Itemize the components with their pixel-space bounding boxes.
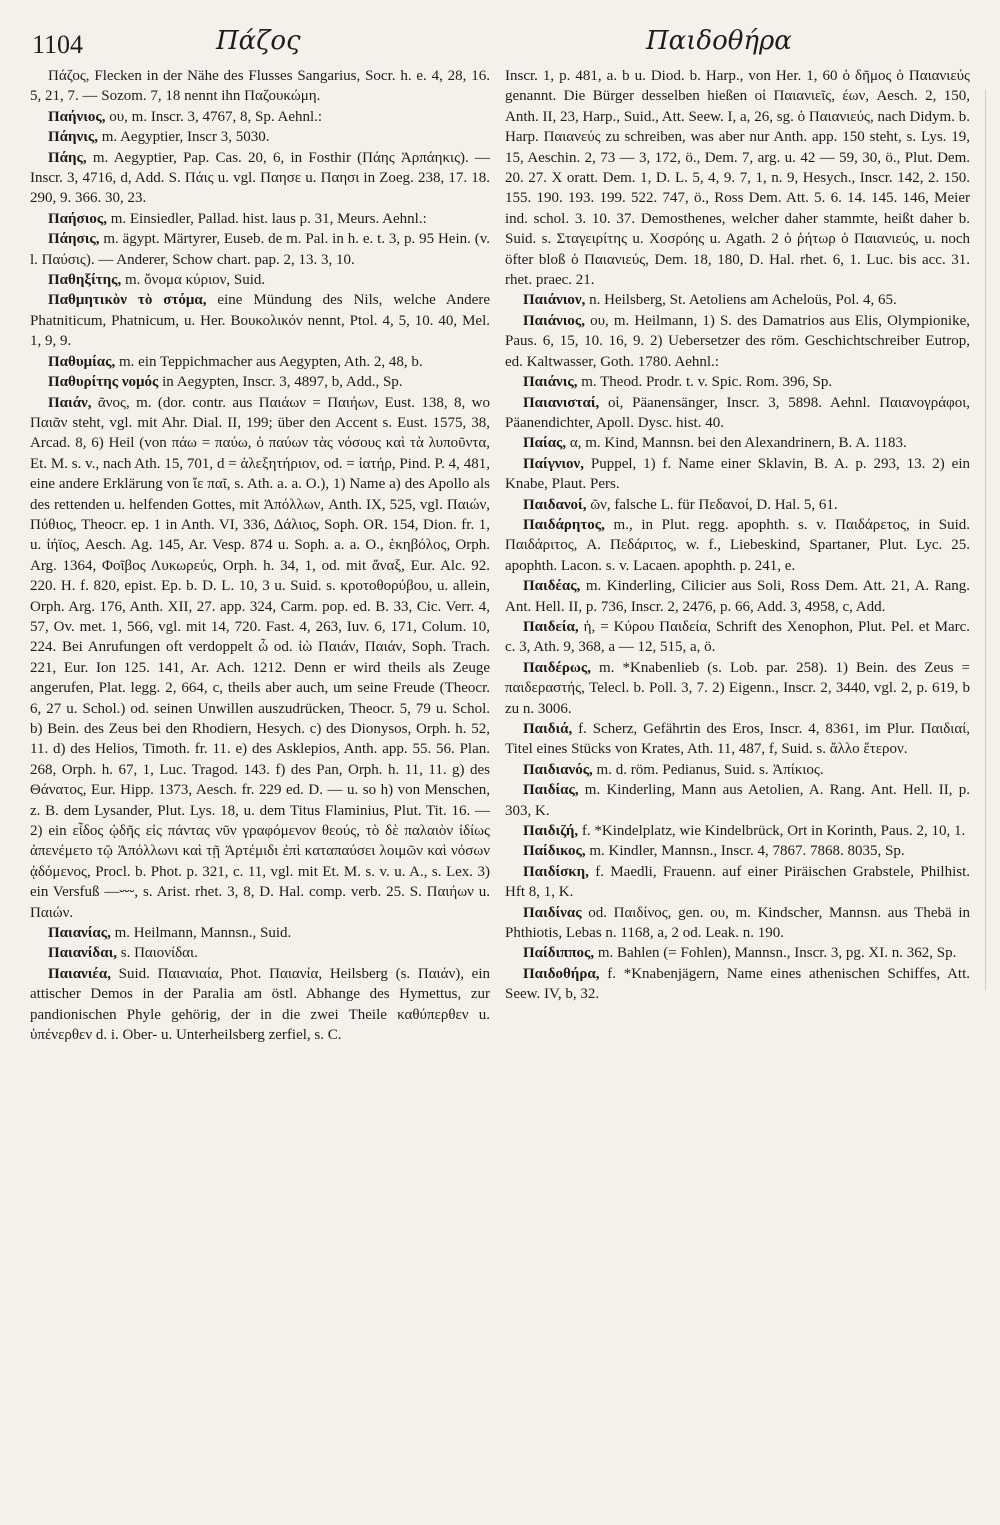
dictionary-entry xyxy=(505,576,970,617)
entry-lemma: Παιδιά, xyxy=(523,721,573,737)
dictionary-entry xyxy=(505,433,970,453)
entry-lemma: Παιδάρητος, xyxy=(523,516,605,533)
entry-text: m., in Plut. regg. apophth. s. v. Παιδάρετος, in Suid. Παιδάριτος, A. Πεδάριτος, w. f., Liebeskind, Spartaner, Plut. Lyc. 25. apophth. Lacon. s. v. Lacaen. apophth. p. 241, e. xyxy=(505,516,970,574)
entry-lemma: Παιανίας, xyxy=(48,925,111,942)
dictionary-entry xyxy=(30,923,490,943)
dictionary-entry xyxy=(505,454,970,495)
entry-lemma: Παιδανοί, xyxy=(523,496,587,513)
entry-lemma: Πάησις, xyxy=(48,231,100,248)
dictionary-entry xyxy=(30,229,490,270)
entry-text: Suid. Παιανιαία, Phot. Παιανία, Heilsberg (s. Παιάν), ein attischer Demos in der Paralia am östl. Abhange des Hymettus, zur pandionischen Phyle gehörig, der in die zwei Theile καθύπερθεν u. ὑπένερθεν d. i. Ober- u. Unterheilsberg zerfiel, s. C. xyxy=(30,965,490,1044)
left-column xyxy=(30,66,490,1506)
dictionary-entry xyxy=(505,841,970,861)
dictionary-entry xyxy=(505,495,970,515)
entry-lemma: Παιδέρως, xyxy=(523,659,591,676)
dictionary-entry xyxy=(505,290,970,310)
entry-lemma: Παιδοθήρα, xyxy=(523,965,600,982)
entry-text: α, m. Kind, Mannsn. bei den Alexandrinern, B. A. 1183. xyxy=(566,435,907,452)
entry-text: f. *Knabenjägern, Name eines athenischen Schiffes, Att. Seew. IV, b, 32. xyxy=(505,965,970,1003)
entry-text: m. ὄνομα κύριον, Suid. xyxy=(121,272,266,289)
dictionary-entry xyxy=(505,719,970,760)
page-header xyxy=(0,26,1000,70)
dictionary-entry xyxy=(30,964,490,1046)
running-headword-right: Παιδοθήρα xyxy=(646,26,792,56)
entry-lemma: Παιανιέα, xyxy=(48,965,111,982)
dictionary-entry xyxy=(30,209,490,229)
dictionary-entry xyxy=(30,290,490,351)
entry-lemma: Παιάνιον, xyxy=(523,292,586,309)
entry-text: m. ein Teppichmacher aus Aegypten, Ath. 2, 48, b. xyxy=(115,353,423,370)
entry-lemma: Παίδικος, xyxy=(523,843,586,860)
entry-text: od. Παιδίνος, gen. ου, m. Kindscher, Mannsn. aus Thebä in Phthiotis, Lebas n. 1168, a, 2 od. Leak. n. 190. xyxy=(505,904,970,942)
entry-lemma: Παήνιος, xyxy=(48,108,106,125)
dictionary-entry xyxy=(505,780,970,821)
dictionary-entry xyxy=(505,862,970,903)
entry-lemma: Παιάνιος, xyxy=(523,312,585,329)
entry-lemma: Παιανισταί, xyxy=(523,394,600,411)
entry-text: m. *Knabenlieb (s. Lob. par. 258). 1) Bein. des Zeus = παιδεραστής, Telecl. b. Poll. 3, 7. 2) Eigenn., Inscr. 2, 3440, vgl. 2, p. 619, b zu n. 3006. xyxy=(505,659,970,717)
dictionary-entry xyxy=(505,515,970,576)
entry-text: ἡ, = Κύρου Παιδεία, Schrift des Xenophon, Plut. Pel. et Marc. c. 3, Ath. 9, 368, a — 12, 515, a, ö. xyxy=(505,618,970,656)
entry-text: in Aegypten, Inscr. 3, 4897, b, Add., Sp. xyxy=(158,374,403,391)
page-edge-rule xyxy=(985,90,990,990)
entry-lemma: Παιδιανός, xyxy=(523,761,593,778)
entry-lemma: Πάηνις, xyxy=(48,129,98,146)
page-number: 1104 xyxy=(32,30,84,59)
entry-text: ῶν, falsche L. für Πεδανοί, D. Hal. 5, 61. xyxy=(586,496,838,513)
entry-lemma: Παίδιππος, xyxy=(523,945,595,962)
entry-text: m. Kinderling, Cilicier aus Soli, Ross Dem. Att. 21, A. Rang. Ant. Hell. II, p. 736, Inscr. 2, 2476, p. 66, Add. 3, 4958, c, Add. xyxy=(505,578,970,615)
entry-text: m. Heilmann, Mannsn., Suid. xyxy=(110,925,292,942)
entry-lemma: Παιδεία, xyxy=(523,618,579,635)
entry-lemma: Παίγνιον, xyxy=(523,455,585,472)
dictionary-entry xyxy=(505,311,970,372)
entry-text: eine Mündung des Nils, welche Andere Phatniticum, Phatnicum, u. Her. Βουκολικόν nennt, Ptol. 4, 5, 10. 40, Mel. 1, 9, 9. xyxy=(30,292,490,350)
entry-text: m. Einsiedler, Pallad. hist. laus p. 31, Meurs. Aehnl.: xyxy=(106,210,427,227)
dictionary-entry xyxy=(505,943,970,963)
entry-lemma: Παιδίνας xyxy=(523,904,582,921)
entry-text: f. *Kindelplatz, wie Kindelbrück, Ort in Korinth, Paus. 2, 10, 1. xyxy=(578,823,966,840)
entry-lemma: Παιδίσκη, xyxy=(523,863,589,880)
entry-text: Puppel, 1) f. Name einer Sklavin, B. A. p. 293, 13. 2) ein Knabe, Plaut. Pers. xyxy=(505,455,970,493)
entry-lemma: Παίας, xyxy=(523,435,567,452)
entry-text: ᾶνος, m. (dor. contr. aus Παιάων = Παιήων, Eust. 138, 8, wo Παιᾶν steht, vgl. mit Ahr. Dial. II, 199; über den Accent s. Eust. 1575, 38, Arcad. 8, 6) Heil (von πάω = παύω, ὁ παύων τὰς νόσους καὶ τὰ λυποῦντα, Et. M. s. v., nach Ath. 15, 701, d = ἀλεξητήριον, od. = ἰατήρ, Pind. P. 4, 481, eine andere Erklärung von ἴε παῖ, s. Ath. a. a. O.), 1) Name a) des Apollo als des rettenden u. helfenden Gottes, mit Ἀπόλλων, Anth. IX, 525, vgl. Παιών, Πύθιος, Theocr. ep. 1 in Anth. VI, 336, Δάλιος, Soph. OR. 154, Dion. fr. 1, u. ἰήϊος, Aesch. Ag. 145, Ar. Vesp. 874 u. Soph. a. a. O., ἑκηβόλος, Orph. Arg. 1364, Φοῖβος Λυκωρεύς, Orph. h. 34, 1, od. mit ἄναξ, Eur. Alc. 92. 220. H. f. 820, epist. Ep. b. D. L. 10, 3 u. Suid. s. κροτοθορύβου, u. allein, Orph. Arg. 176, Anth. XII, 27. app. 324, Carm. pop. ed. B. 33, Cic. Verr. 4, 57, Ov. met. 1, 566, vgl. mit 14, 720. Fast. 4, 263, Iuv. 6, 171, Colum. 10, 224. Bei Anrufungen oft verdoppelt ὦ od. ἰὼ Παιάν, Παιάν, Soph. Trach. 221, Eur. Ion 125. 141, Ar. Ach. 1212. Denn er wird theils als Zeuge angerufen, Plat. legg. 2, 664, c, theils aber auch, um seine Freude (Theocr. 6, 27 u. Schol.) od. seinen Unwillen auszudrücken, Theocr. 5, 79 u. Schol. b) Bein. des Zeus bei den Rhodiern, Hesych. c) des Dionysos, Orph. h. 52, 11. d) des Helios, Timoth. fr. 11. e) des Asklepios, Anth. app. 55. 56. Plan. 268, Orph. h. 67, 1, Luc. Tragod. 143. f) des Pan, Orph. h. 11, 11. g) des Θάνατος, Eur. Hipp. 1373, Aesch. fr. 229 ed. D. — u. so h) von Menschen, z. B. dem Lysander, Plut. Lys. 18, u. dem Titus Flaminius, Plut. Tit. 16. — 2) ein εἶδος ᾠδῆς εἰς πάντας νῦν γραφόμενον θεούς, τὸ δὲ παλαιὸν ἰδίως ἀπενέμετο τῷ Ἀπόλλωνι καὶ τῇ Ἀρτέμιδι ἐπὶ καταπαύσει λοιμῶν καὶ νόσων ᾀδόμενος, Procl. b. Phot. p. 321, c. 11, vgl. mit Et. M. s. v. u. A., s. Lex. 3) ein Versfuß —⏑⏑⏑, s. Arist. rhet. 3, 8, D. Hal. comp. verb. 25. S. Παιήων u. Παιών. xyxy=(30,394,490,921)
dictionary-entry xyxy=(505,658,970,719)
dictionary-entry xyxy=(505,964,970,1005)
entry-text: Πάζος, Flecken in der Nähe des Flusses Sangarius, Socr. h. e. 4, 28, 16. 5, 21, 7. — Sozom. 7, 18 nennt ihn Παζουκώμη. xyxy=(30,68,490,105)
entry-text: m. Theod. Prodr. t. v. Spic. Rom. 396, Sp. xyxy=(577,374,833,391)
dictionary-entry xyxy=(30,270,490,290)
running-headword-left: Πάζος xyxy=(216,26,301,56)
entry-lemma: Παιάν, xyxy=(48,394,92,411)
entry-lemma: Παιάνις, xyxy=(523,374,578,391)
dictionary-entry xyxy=(30,107,490,127)
entry-text: m. Kindler, Mannsn., Inscr. 4, 7867. 7868. 8035, Sp. xyxy=(585,843,905,860)
entry-text: m. Kinderling, Mann aus Aetolien, A. Rang. Ant. Hell. II, p. 303, K. xyxy=(505,782,970,819)
entry-lemma: Παιανίδαι, xyxy=(48,945,117,962)
dictionary-entry xyxy=(30,66,490,107)
entry-lemma: Παθυρίτης νομός xyxy=(48,374,159,391)
dictionary-entry xyxy=(505,66,970,290)
entry-text: m. Bahlen (= Fohlen), Mannsn., Inscr. 3, pg. XI. n. 362, Sp. xyxy=(594,945,957,962)
dictionary-entry xyxy=(505,903,970,944)
entry-text: n. Heilsberg, St. Aetoliens am Acheloüs, Pol. 4, 65. xyxy=(585,292,897,309)
dictionary-entry xyxy=(30,943,490,963)
dictionary-entry xyxy=(30,148,490,209)
dictionary-entry xyxy=(30,127,490,147)
dictionary-entry xyxy=(505,617,970,658)
entry-text: m. Aegyptier, Inscr 3, 5030. xyxy=(98,129,270,146)
right-column xyxy=(505,66,970,1506)
dictionary-entry xyxy=(30,372,490,392)
entry-lemma: Παιδέας, xyxy=(523,578,581,595)
dictionary-entry xyxy=(505,821,970,841)
entry-lemma: Παθηξίτης, xyxy=(48,272,122,289)
dictionary-entry xyxy=(505,393,970,434)
entry-text: m. Aegyptier, Pap. Cas. 20, 6, in Fosthir (Πάης Ἀρπάηκις). — Inscr. 3, 4716, d, Add. S. Πάις u. vgl. Παησε u. Παησι in Zoeg. 238, 17. 18. 290, 9. 366. 30, 23. xyxy=(30,149,490,207)
entry-lemma: Παήσιος, xyxy=(48,210,107,227)
entry-text: f. Scherz, Gefährtin des Eros, Inscr. 4, 8361, im Plur. Παιδιαί, Titel eines Stücks von Krates, Ath. 11, 487, f, Suid. s. ἄλλο ἕτερον. xyxy=(505,721,970,758)
dictionary-entry xyxy=(30,352,490,372)
entry-text: s. Παιονίδαι. xyxy=(116,945,198,962)
entry-lemma: Παιδίας, xyxy=(523,782,579,799)
entry-text: οἱ, Päanensänger, Inscr. 3, 5898. Aehnl. Παιανογράφοι, Päanendichter, Apoll. Dysc. hist. 40. xyxy=(505,394,970,431)
entry-text: Inscr. 1, p. 481, a. b u. Diod. b. Harp., von Her. 1, 60 ὁ δῆμος ὁ Παιανιεύς genannt. Die Bürger desselben hießen οἱ Παιανιεῖς, έων, Aesch. 2, 150, Anth. II, 23, Harp., Suid., Att. Seew. I, a, 26, sg. ὁ Παιανιεύς, nach Didym. b. Harp. Παιανεύς zu schreiben, was aber nur Anth. app. 150 steht, s. Lys. 19, 15, Aeschin. 2, 73 — 3, 172, ö., Dem. 7, arg. u. 42 — 59, 30, ö., Plut. Dem. 20. 27. X oratt. Dem. 1, D. L. 5, 4, 9. 7, 1, n. 9, Hesych., Inscr. 142, 2. 150. 155. 190. 193. 199. 522. 747, ö., Ross Dem. Att. 5. 6. 14. 145. 146, Meier ind. schol. 3. 10. 37. Demosthenes, welcher daher stammte, heißt daher b. Suid. s. Σταγειρίτης u. Χοσρόης u. Agath. 2 ὁ ῥήτωρ ὁ Παιανιεύς, u. noch öfter bloß ὁ Παιανιεύς, Dem. 18, 180, D. Hal. rhet. 6, 1. Luc. bis acc. 31. rhet. praec. 21. xyxy=(505,68,970,289)
entry-lemma: Παθυμίας, xyxy=(48,353,116,370)
entry-lemma: Πάης, xyxy=(48,149,87,166)
entry-text: ου, m. Heilmann, 1) S. des Damatrios aus Elis, Olympionike, Paus. 6, 15, 10. 16, 9. 2) Uebersetzer des röm. Geschichtschreiber Eutrop, ed. Kaltwasser, Goth. 1780. Aehnl.: xyxy=(505,312,970,370)
entry-text: f. Maedli, Frauenn. auf einer Piräischen Grabstele, Philhist. Hft 8, 1, K. xyxy=(505,863,970,901)
dictionary-entry xyxy=(505,760,970,780)
dictionary-entry xyxy=(30,393,490,924)
entry-text: m. ägypt. Märtyrer, Euseb. de m. Pal. in h. e. t. 3, p. 95 Hein. (v. l. Παύσις). — Anderer, Schow chart. pap. 2, 13. 3, 10. xyxy=(30,231,490,268)
entry-lemma: Παιδιζή, xyxy=(523,823,579,840)
dictionary-entry xyxy=(505,372,970,392)
entry-lemma: Παθμητικὸν τὸ στόμα, xyxy=(48,292,207,309)
entry-text: m. d. röm. Pedianus, Suid. s. Ἀπίκιος. xyxy=(592,761,824,778)
entry-text: ου, m. Inscr. 3, 4767, 8, Sp. Aehnl.: xyxy=(105,108,323,125)
